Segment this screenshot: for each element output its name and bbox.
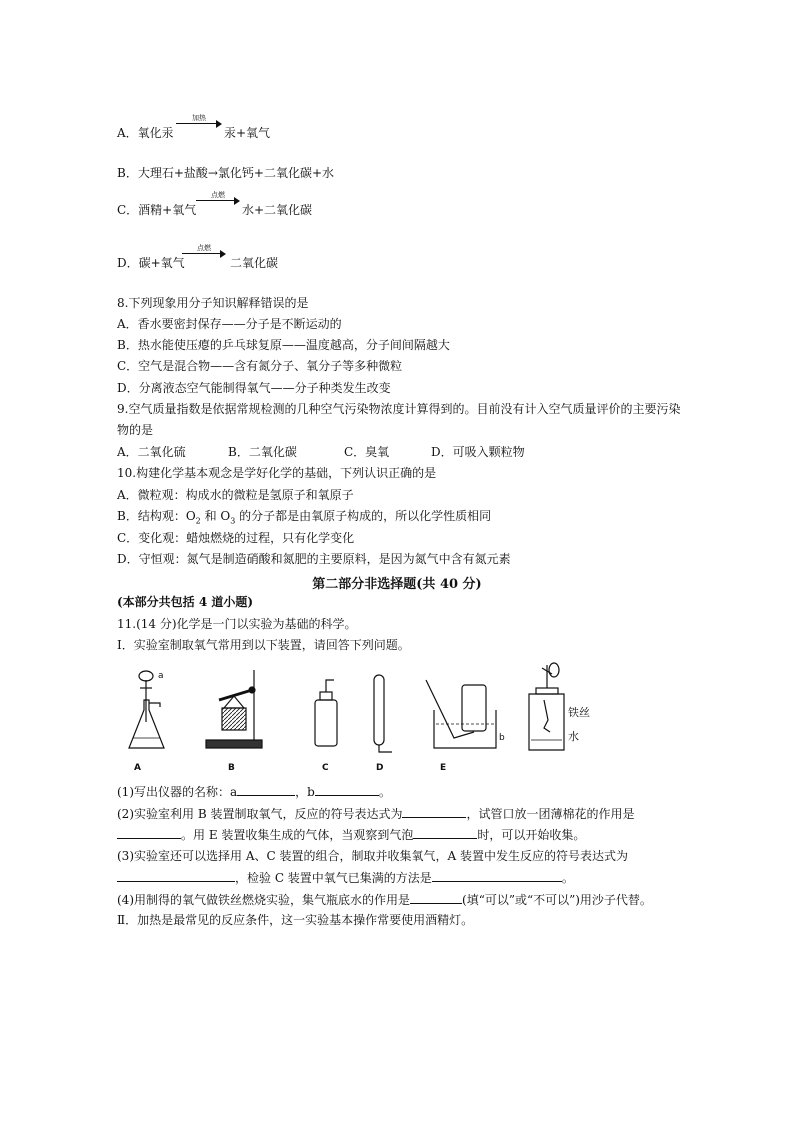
- q10-option-c: C．变化观：蜡烛燃烧的过程，只有化学变化: [117, 531, 355, 545]
- q11-part3: (3)实验室还可以选择用 A、C 装置的组合，制取并收集氧气，A 装置中发生反应的符号表达式为: [117, 849, 628, 863]
- q10-option-b: [117, 508, 491, 529]
- q9-option-d: D．可吸入颗粒物: [431, 445, 525, 459]
- q8-option-a: A．香水要密封保存——分子是不断运动的: [117, 317, 342, 331]
- label-a: a: [158, 671, 164, 681]
- answer-blank-check-method[interactable]: [432, 869, 562, 882]
- q8-stem: 8.下列现象用分子知识解释错误的是: [117, 296, 309, 310]
- q9-option-a: A．二氧化硫: [117, 445, 186, 459]
- option-a-product: 汞+氧气: [224, 126, 271, 140]
- q11-p2b-text: 时，可以开始收集。: [477, 828, 586, 842]
- q11-sub1: Ⅰ．实验室制取氧气常用到以下装置，请回答下列问题。: [117, 638, 410, 652]
- q8-option-b: B．热水能使压瘪的乒乓球复原——温度越高，分子间间隔越大: [117, 338, 450, 352]
- q11-part2: [117, 805, 634, 822]
- q10-option-a: A．微粒观：构成水的微粒是氢原子和氧原子: [117, 488, 354, 502]
- q9-stem-line1: 9.空气质量指数是依据常规检测的几种空气污染物浓度计算得到的。目前没有计入空气质量评价的主要污染: [117, 402, 681, 416]
- q11-p2-text: (2)实验室利用 B 装置制取氧气，反应的符号表达式为: [117, 807, 403, 821]
- reaction-arrow-a: [176, 115, 222, 129]
- label-water: 水: [568, 730, 579, 743]
- answer-blank-equation[interactable]: [402, 805, 466, 818]
- q11-p1-text: (1)写出仪器的名称：a: [117, 785, 238, 799]
- subscript: 2: [195, 516, 201, 526]
- q11-p2b-text: 。用 E 装置收集生成的气体，当观察到气泡: [181, 828, 414, 842]
- q11-p4-text: (填“可以”或“不可以”)用沙子代替。: [462, 893, 652, 907]
- q11-p2-text: ，试管口放一团薄棉花的作用是: [466, 807, 635, 821]
- answer-blank-cotton[interactable]: [117, 826, 181, 839]
- q10-stem: 10.构建化学基本观念是学好化学的基础，下列认识正确的是: [117, 466, 437, 480]
- q11-stem: 11.(14 分)化学是一门以实验为基础的科学。: [117, 617, 357, 631]
- reaction-arrow-d: [182, 245, 226, 259]
- q9-option-b: B．二氧化碳: [228, 445, 297, 459]
- section-title: 第二部分非选择题(共 40 分): [312, 577, 482, 592]
- option-d-reactant: D．碳+氧气: [117, 256, 185, 270]
- apparatus-figure: [124, 660, 644, 780]
- q10-b-text: 和 O: [200, 509, 231, 523]
- label-C: C: [322, 763, 329, 773]
- label-D: D: [376, 763, 384, 773]
- apparatus-e: [426, 680, 505, 773]
- q11-part4: [117, 891, 652, 908]
- arrow-condition: 点燃: [197, 244, 211, 252]
- option-c-reactant: C．酒精+氧气: [117, 203, 197, 217]
- option-a-reactant: A．氧化汞: [117, 126, 174, 140]
- q11-p3b-text: 。: [561, 871, 574, 885]
- q11-part2-cont: [117, 826, 585, 843]
- apparatus-iron-wire: [529, 663, 590, 750]
- q8-option-c: C．空气是混合物——含有氮分子、氧分子等多种微粒: [117, 359, 403, 373]
- q8-option-d: D．分离液态空气能制得氧气——分子种类发生改变: [117, 381, 391, 395]
- option-b: B．大理石+盐酸→氯化钙+二氧化碳+水: [117, 166, 335, 180]
- label-A: A: [134, 763, 141, 773]
- q11-part1: [117, 783, 391, 800]
- reaction-arrow-c: [196, 192, 240, 206]
- label-iron-wire: 铁丝: [568, 706, 590, 719]
- arrow-condition: 点燃: [211, 191, 225, 199]
- q10-b-text: B．结构观：O: [117, 509, 196, 523]
- option-d-product: 二氧化碳: [230, 256, 279, 270]
- q10-b-text: 的分子都是由氧原子构成的，所以化学性质相同: [235, 509, 492, 523]
- apparatus-b: [206, 670, 262, 773]
- arrow-condition: 加热: [192, 114, 206, 122]
- q9-stem-line2: 物的是: [117, 423, 154, 437]
- section-note: (本部分共包括 4 道小题): [117, 595, 254, 609]
- q9-option-c: C．臭氧: [344, 445, 390, 459]
- answer-blank-b[interactable]: [315, 783, 379, 796]
- option-c-product: 水+二氧化碳: [242, 203, 313, 217]
- q11-p3b-text: ，检验 C 装置中氧气已集满的方法是: [235, 871, 432, 885]
- q10-option-d: D．守恒观：氮气是制造硝酸和氮肥的主要原料，是因为氮气中含有氮元素: [117, 552, 511, 566]
- apparatus-c: [315, 680, 337, 773]
- answer-blank-bubbles[interactable]: [413, 826, 477, 839]
- answer-blank-a[interactable]: [237, 783, 295, 796]
- q11-sub2: Ⅱ．加热是最常见的反应条件，这一实验基本操作常要使用酒精灯。: [117, 913, 474, 927]
- apparatus-a: [129, 671, 164, 773]
- q11-part3-cont: [117, 869, 574, 886]
- apparatus-d: [374, 675, 392, 773]
- option-a: [117, 125, 174, 141]
- label-b: b: [499, 733, 505, 743]
- label-E: E: [440, 763, 447, 773]
- q11-p4-text: (4)用制得的氧气做铁丝燃烧实验，集气瓶底水的作用是: [117, 893, 411, 907]
- q11-p1-text: 。: [378, 785, 391, 799]
- answer-blank-water-role[interactable]: [410, 891, 462, 904]
- answer-blank-equation-a[interactable]: [117, 869, 235, 882]
- q11-p1-text: ，b: [295, 785, 315, 799]
- label-B: B: [228, 763, 235, 773]
- subscript: 3: [230, 516, 236, 526]
